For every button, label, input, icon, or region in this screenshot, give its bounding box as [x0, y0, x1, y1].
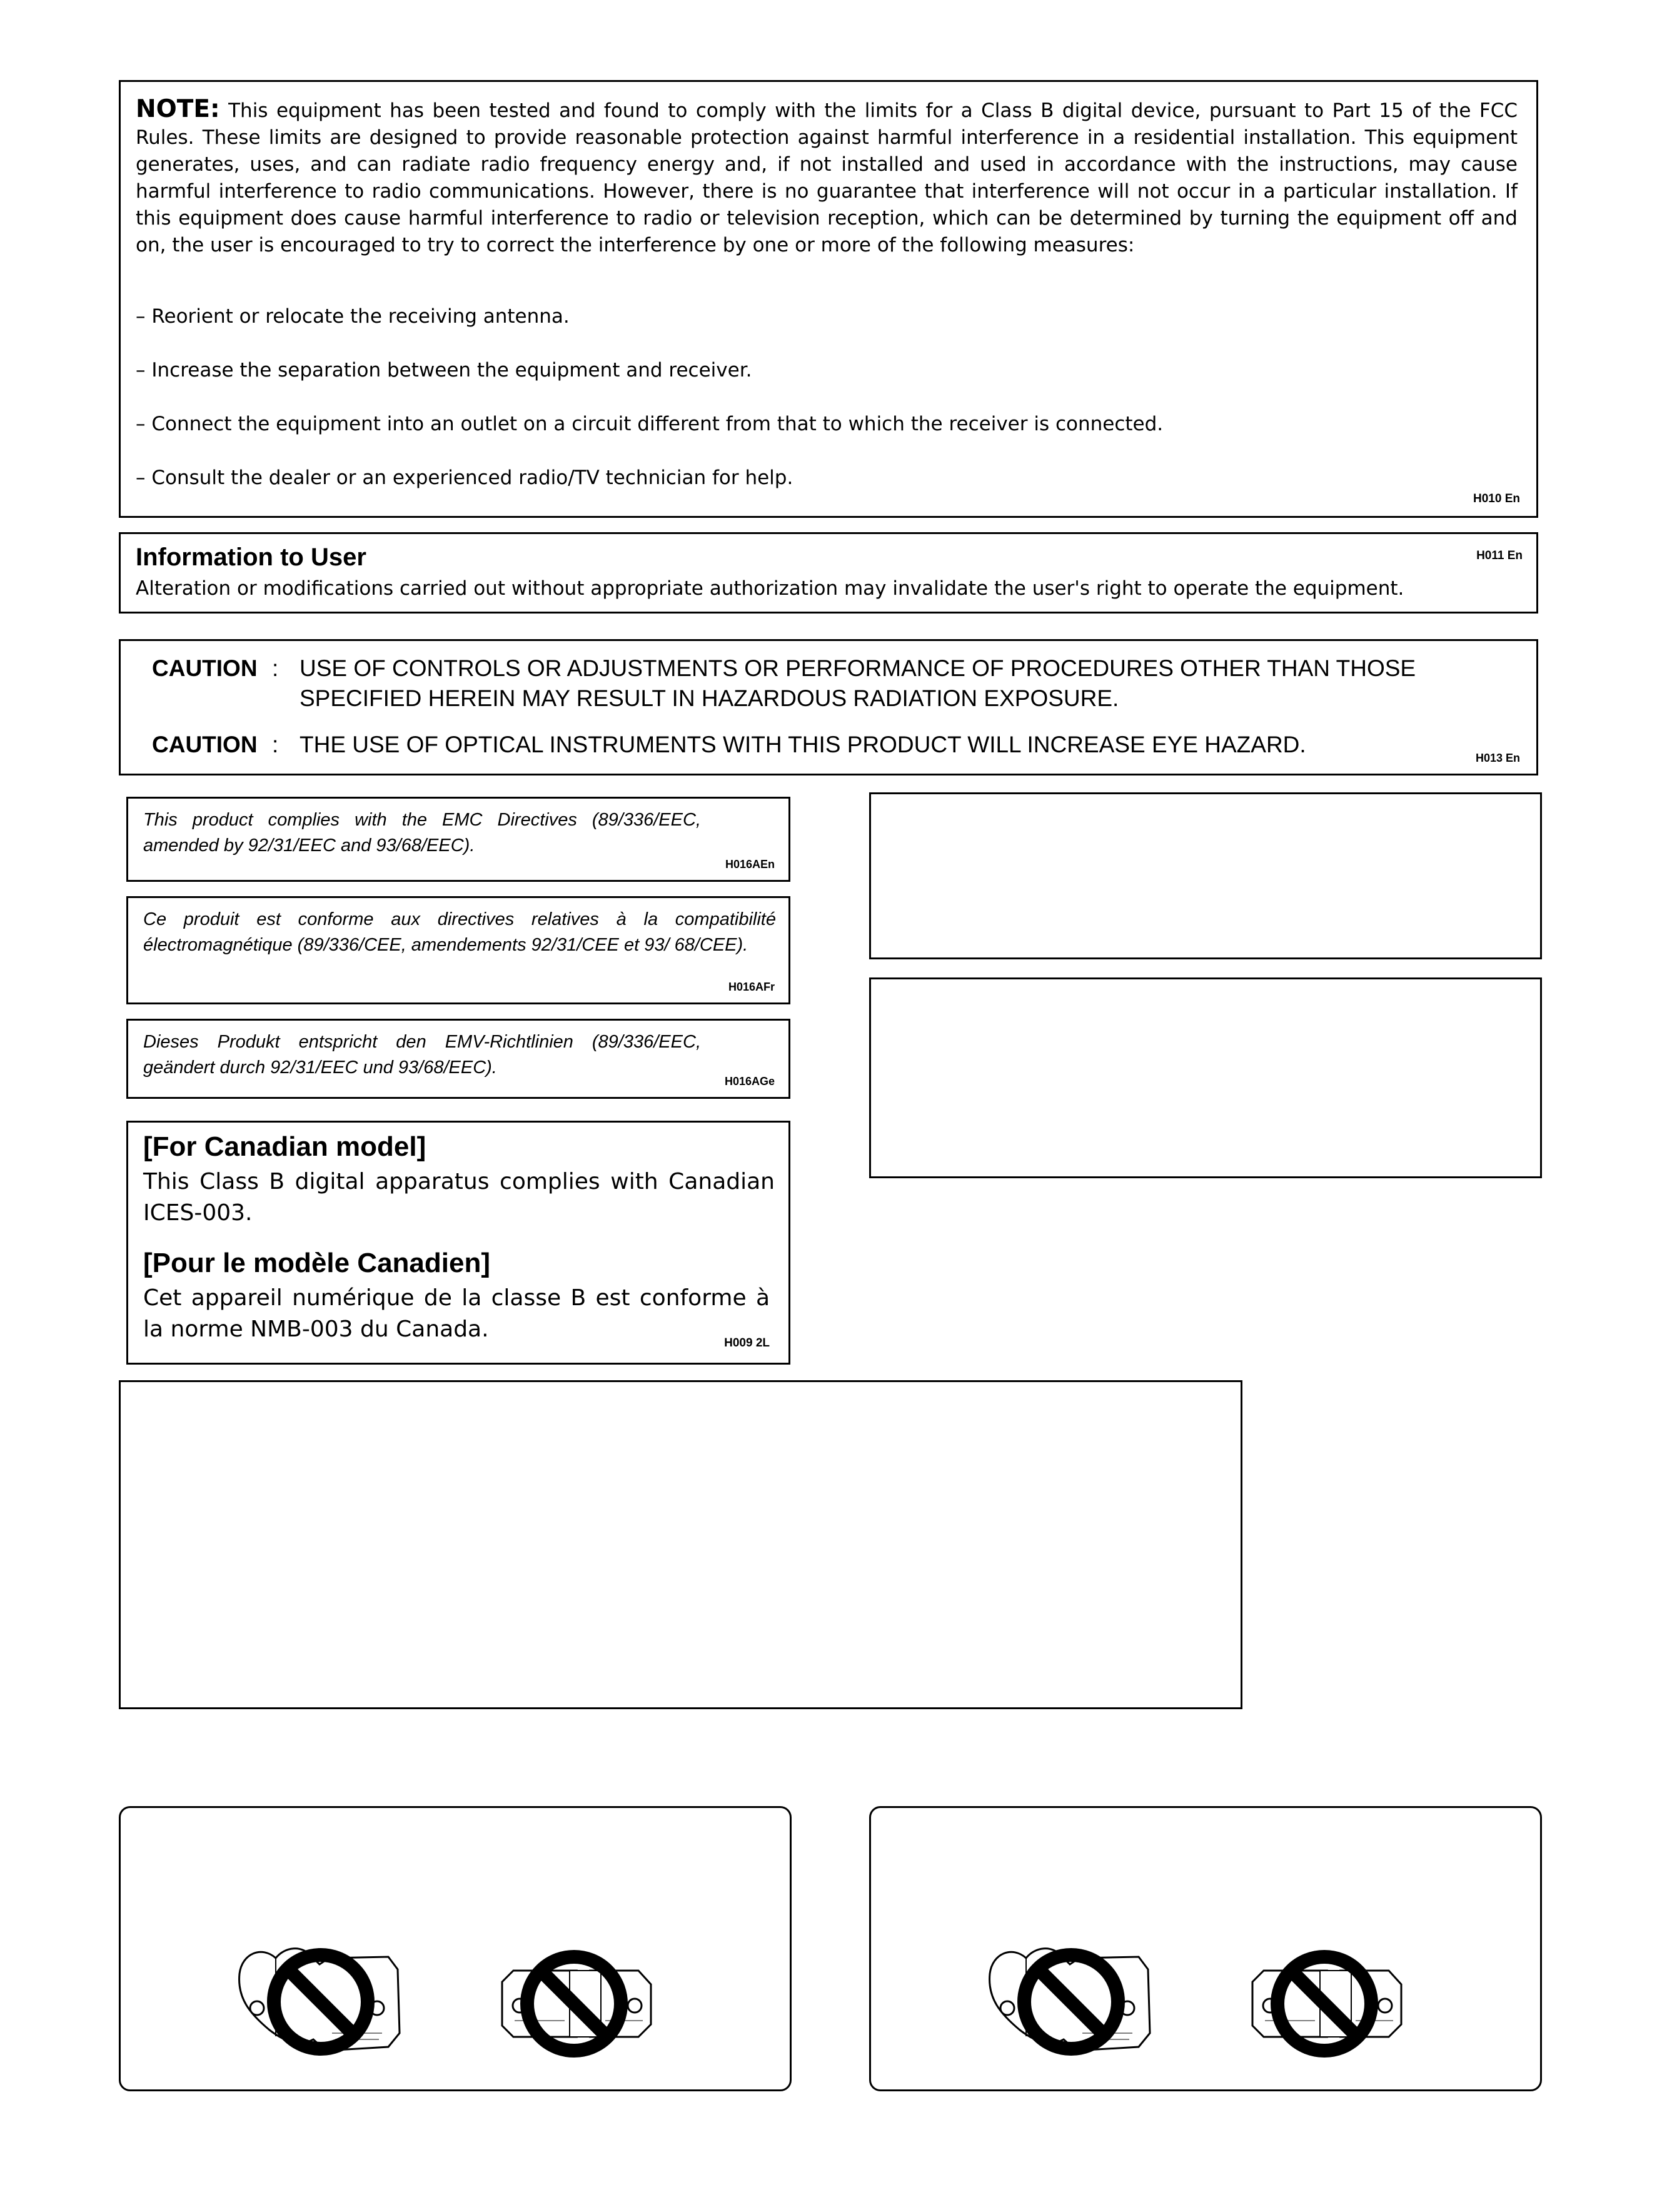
- fcc-measure-1: – Reorient or relocate the receiving antenna.: [136, 305, 570, 328]
- emc-english-code: H016AEn: [725, 858, 775, 871]
- no-flat-key-icon: [502, 1957, 651, 2051]
- canadian-text-en: This Class B digital apparatus complies with Canadian ICES-003.: [143, 1169, 775, 1226]
- note-label: NOTE:: [136, 95, 220, 123]
- no-heart-key-icon: [239, 1949, 400, 2051]
- caution-colon: :: [272, 655, 279, 681]
- fcc-measure-2: – Increase the separation between the equipment and receiver.: [136, 359, 752, 381]
- information-to-user-title: Information to User: [136, 543, 366, 571]
- canadian-heading-fr: [Pour le modèle Canadien]: [143, 1248, 490, 1278]
- emc-english-text: This product complies with the EMC Directives (89/336/EEC, amended by 92/31/EEC and 93/68/EEC).: [143, 810, 701, 856]
- emc-german-box: [126, 1019, 790, 1099]
- key-warning-drawing-left: [121, 1808, 790, 2089]
- caution-text-2: THE USE OF OPTICAL INSTRUMENTS WITH THIS PRODUCT WILL INCREASE EYE HAZARD.: [300, 732, 1306, 757]
- fcc-measure-4: – Consult the dealer or an experienced radio/TV technician for help.: [136, 467, 793, 489]
- empty-box-wide: [119, 1380, 1242, 1709]
- caution-row-2: [152, 730, 1528, 760]
- information-to-user-text: Alteration or modifications carried out without appropriate authorization may invalidate the user's right to operate the equipment.: [136, 577, 1404, 600]
- key-warning-drawing-right: [871, 1808, 1540, 2089]
- empty-box-top-right: [869, 792, 1542, 959]
- fcc-note-text: This equipment has been tested and found to comply with the limits for a Class B digital device, pursuant to Part 15 of the FCC Rules. These limits are designed to provide reasonable protection against harmful interference in a residential installation. This equipment generates, uses, and can radiate radio frequency energy and, if not installed and used in accordance with the instructions, may cause harmful interference to radio communications. However, there is no guarantee that interference will not occur in a particular installation. If this equipment does cause harmful interference to radio or television reception, which can be determined by turning the equipment off and on, the user is encouraged to try to correct the interference by one or more of the following measures:: [136, 99, 1518, 256]
- emc-english-box: [126, 797, 790, 882]
- emc-french-text: Ce produit est conforme aux directives relatives à la compatibilité électromagnétique (89/336/CEE, amendements 92/31/CEE et 93/ 68/CEE).: [143, 909, 776, 955]
- caution-code: H013 En: [1475, 752, 1520, 764]
- no-flat-key-icon: [1252, 1957, 1401, 2051]
- emc-german-code: H016AGe: [724, 1075, 775, 1088]
- canadian-heading-en: [For Canadian model]: [143, 1131, 426, 1162]
- canadian-text-fr: Cet appareil numérique de la classe B est conforme à la norme NMB-003 du Canada.: [143, 1285, 770, 1342]
- information-to-user-box: [119, 532, 1538, 614]
- emc-french-code: H016AFr: [728, 981, 775, 993]
- fcc-code: H010 En: [1473, 492, 1520, 505]
- caution-row-1: [152, 654, 1528, 714]
- key-warning-panel-left: [119, 1806, 792, 2091]
- caution-box: [119, 639, 1538, 775]
- emc-german-text: Dieses Produkt entspricht den EMV-Richtlinien (89/336/EEC, geändert durch 92/31/EEC und 93/68/EEC).: [143, 1032, 701, 1078]
- caution-colon: :: [272, 732, 279, 757]
- information-to-user-code: H011 En: [1476, 549, 1523, 562]
- caution-label: CAUTION: [152, 655, 258, 681]
- fcc-measure-3: – Connect the equipment into an outlet on a circuit different from that to which the receiver is connected.: [136, 413, 1164, 435]
- caution-label: CAUTION: [152, 732, 258, 757]
- caution-text-1a: USE OF CONTROLS OR ADJUSTMENTS OR PERFORMANCE OF PROCEDURES OTHER THAN THOSE: [300, 655, 1416, 681]
- canadian-code: H009 2L: [724, 1336, 770, 1350]
- fcc-note-paragraph: [136, 96, 1518, 259]
- no-heart-key-icon: [990, 1949, 1150, 2051]
- key-warning-panel-right: [869, 1806, 1542, 2091]
- caution-text-1b: SPECIFIED HEREIN MAY RESULT IN HAZARDOUS RADIATION EXPOSURE.: [300, 685, 1119, 711]
- empty-box-middle-right: [869, 977, 1542, 1178]
- emc-french-box: [126, 896, 790, 1004]
- fcc-note-box: [119, 80, 1538, 518]
- canadian-model-box: [126, 1121, 790, 1365]
